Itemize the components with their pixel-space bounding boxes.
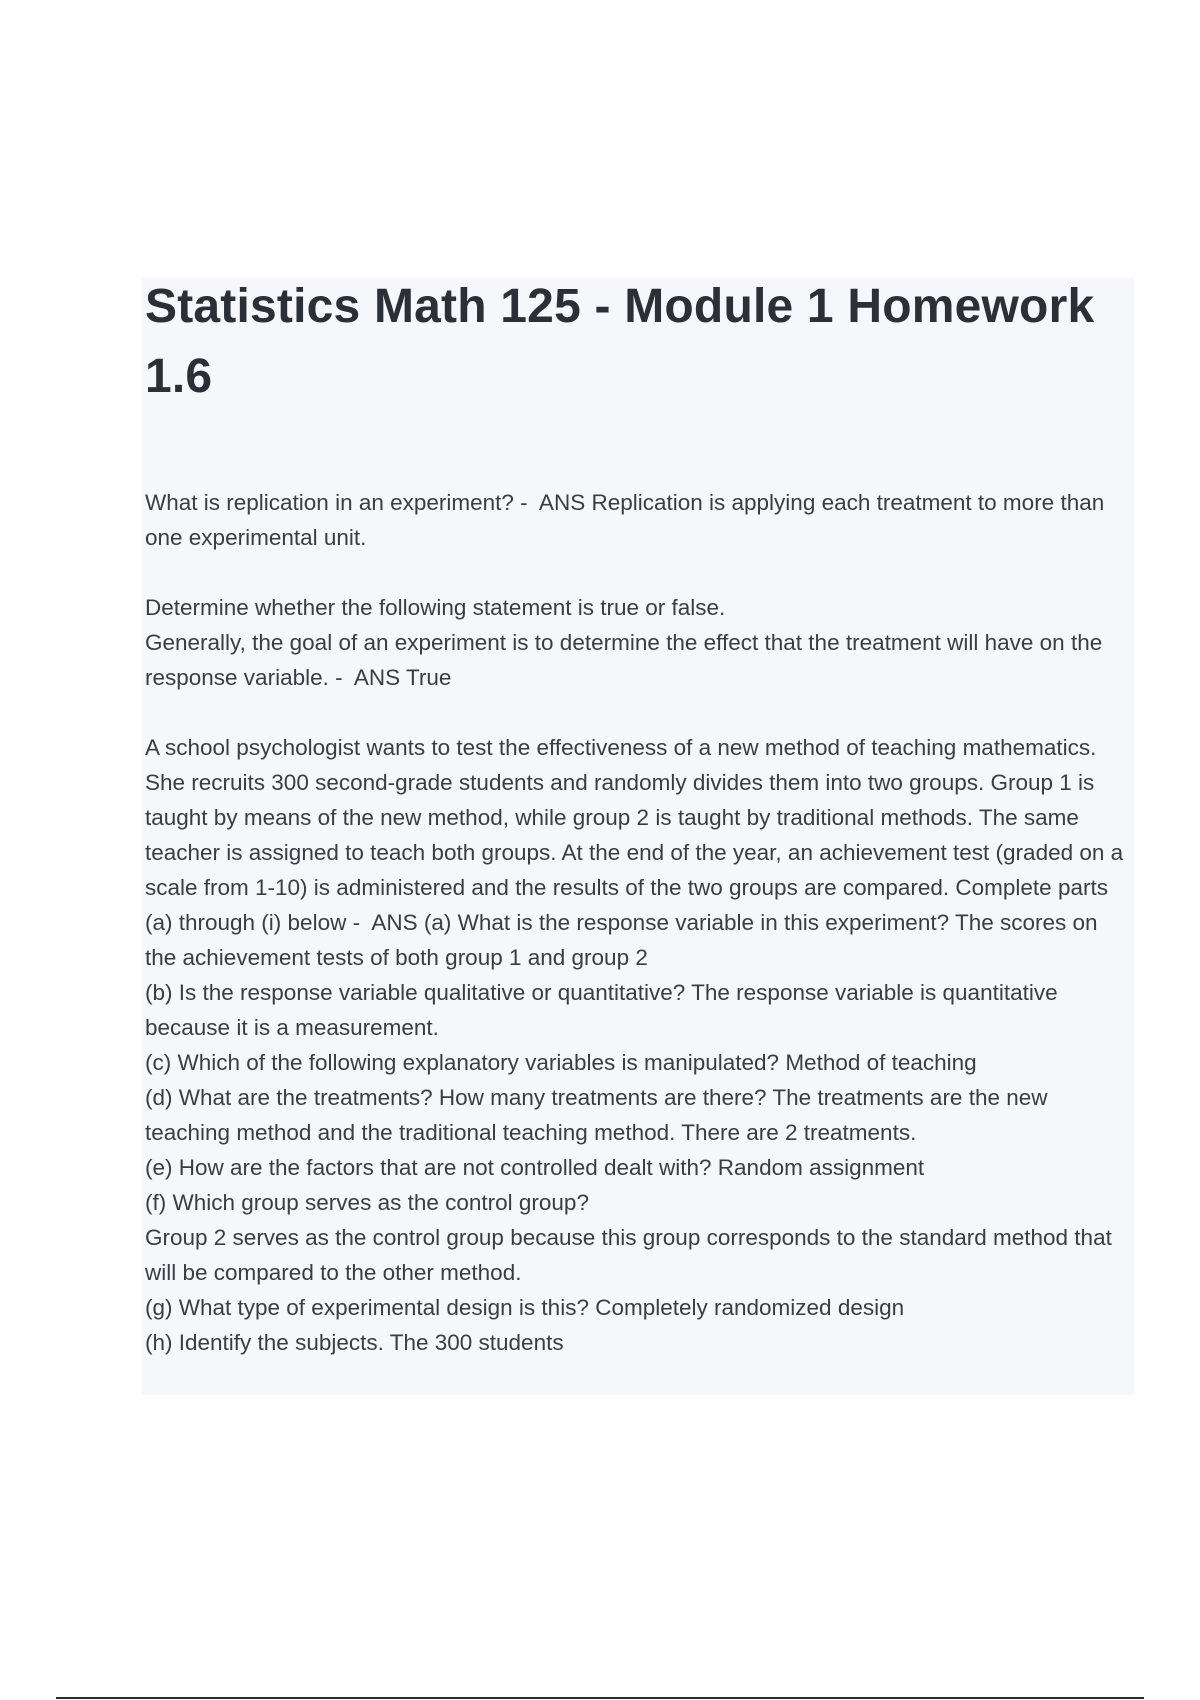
paragraph: A school psychologist wants to test the effectiveness of a new method of teaching mathematics. She recruits 300 second-grade students and randomly divides them into two groups. Group 1 is taught by means of the new method, while group 2 is taught by traditional methods. The same teacher is assigned to teach both groups. At the end of the year, an achievement test (graded on a scale from 1-10) is administered and the results of the two groups are compared. Complete parts (a) through (i) below - ANS (a) What is the response variable in this experiment? The scores on the achievement tests of both group 1 and group 2: [145, 735, 1130, 970]
qa-item-true-false: [145, 590, 1135, 695]
paragraph: Generally, the goal of an experiment is to determine the effect that the treatment will have on the response variable. - ANS True: [145, 630, 1109, 690]
paragraph: (h) Identify the subjects. The 300 students: [145, 1330, 564, 1355]
paragraph: What is replication in an experiment? - ANS Replication is applying each treatment to more than one experimental unit.: [145, 490, 1111, 550]
paragraph: Group 2 serves as the control group because this group corresponds to the standard method that will be compared to the other method.: [145, 1225, 1119, 1285]
paragraph: (g) What type of experimental design is this? Completely randomized design: [145, 1295, 905, 1320]
footer-divider: [56, 1697, 1144, 1699]
paragraph: (e) How are the factors that are not controlled dealt with? Random assignment: [145, 1155, 925, 1180]
document-title: Statistics Math 125 - Module 1 Homework 1.6: [145, 280, 1095, 403]
qa-item-replication: [145, 485, 1135, 555]
paragraph: (f) Which group serves as the control group?: [145, 1190, 589, 1215]
paragraph: Determine whether the following statement is true or false.: [145, 595, 726, 620]
qa-item-school-psychologist: [145, 730, 1135, 1360]
paragraph: (d) What are the treatments? How many treatments are there? The treatments are the new teaching method and the traditional teaching method. There are 2 treatments.: [145, 1085, 1054, 1145]
paragraph: (b) Is the response variable qualitative or quantitative? The response variable is quantitative because it is a measurement.: [145, 980, 1064, 1040]
paragraph: (c) Which of the following explanatory variables is manipulated? Method of teaching: [145, 1050, 977, 1075]
document-body: [145, 485, 1135, 1395]
